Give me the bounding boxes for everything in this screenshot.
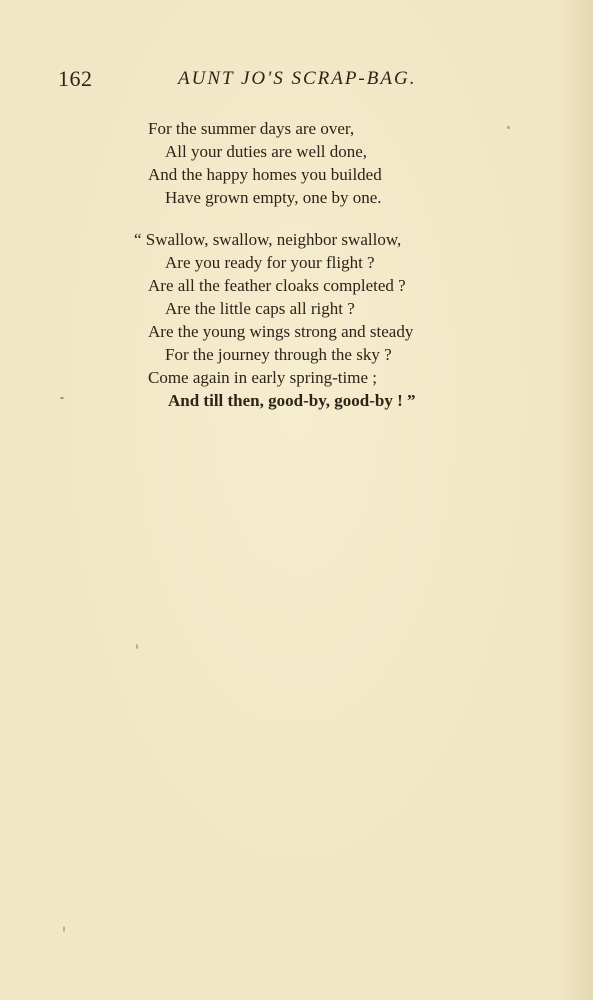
- poem-line: And till then, good-by, good-by ! ”: [168, 391, 416, 410]
- margin-mark: -: [60, 390, 64, 404]
- poem-line: All your duties are well done,: [165, 142, 368, 161]
- poem-line: Are all the feather cloaks completed ?: [148, 276, 406, 295]
- poem-line: “ Swallow, swallow, neighbor swallow,: [134, 230, 402, 249]
- poem-line: Come again in early spring-time ;: [148, 368, 377, 387]
- poem-line: Have grown empty, one by one.: [165, 188, 382, 207]
- page-number: 162: [58, 66, 93, 91]
- poem-line: Are you ready for your flight ?: [165, 253, 375, 272]
- running-title: AUNT JO'S SCRAP-BAG.: [178, 68, 417, 89]
- paper-speck: [63, 926, 65, 932]
- poem-line: And the happy homes you builded: [148, 165, 382, 184]
- poem-line: Are the young wings strong and steady: [148, 322, 414, 341]
- paper-speck: [507, 126, 510, 129]
- poem-line: Are the little caps all right ?: [165, 299, 355, 318]
- page-header: [58, 66, 438, 96]
- poem-line: For the journey through the sky ?: [165, 345, 392, 364]
- poem-line: For the summer days are over,: [148, 119, 355, 138]
- paper-speck: [136, 644, 138, 649]
